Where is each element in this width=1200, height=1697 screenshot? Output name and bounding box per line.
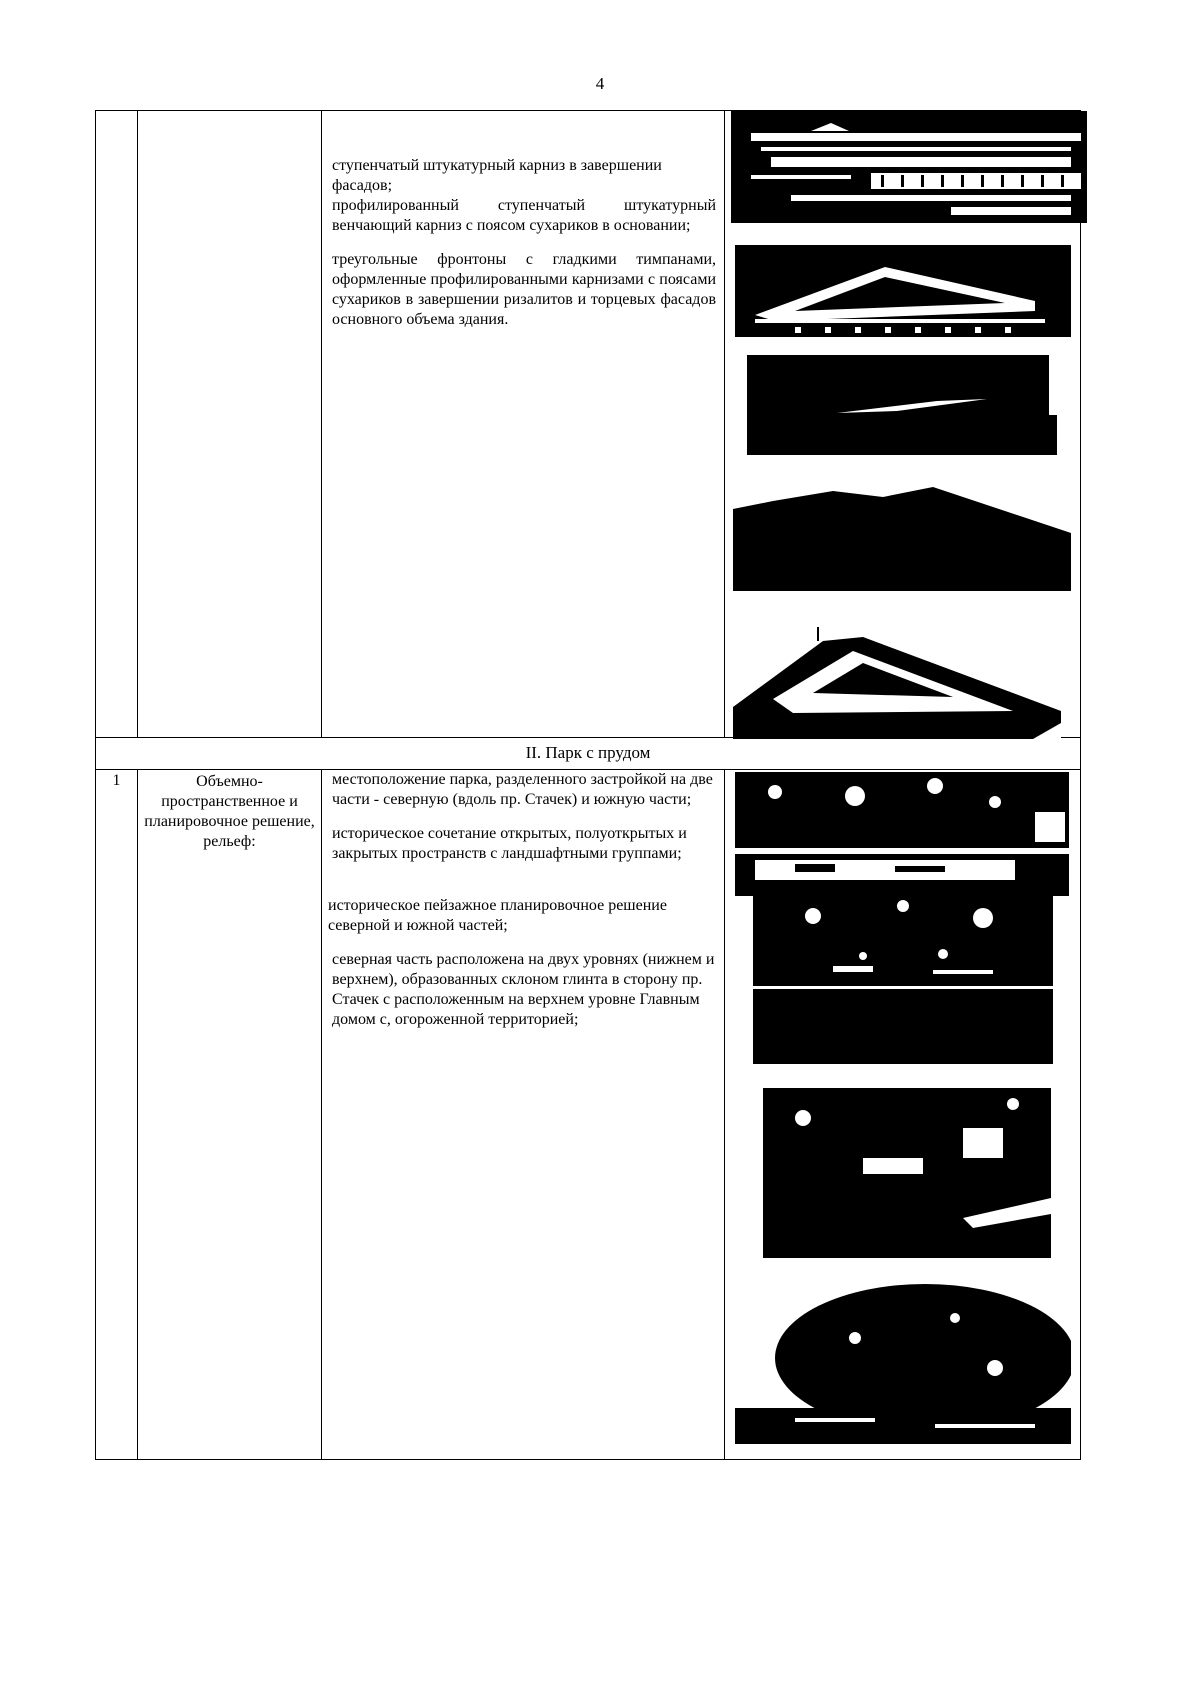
- description-item: северная часть расположена на двух уровнях (нижнем и верхнем), образованных склоном глинта в сторону пр. Стачек с расположенным на верхнем уровне Главным домом с, огороженной территорией;: [332, 951, 715, 1028]
- park-trees-photo-3: [763, 1088, 1051, 1258]
- page-number: 4: [595, 74, 605, 93]
- row-number-cell: [96, 111, 138, 737]
- section-heading-row: [95, 738, 1081, 770]
- description-cell: [322, 111, 725, 737]
- photo-cell: [725, 111, 1080, 737]
- description-cell: [322, 770, 725, 1459]
- description-item: ступенчатый штукатурный карниз в завершении фасадов;: [332, 157, 662, 194]
- roof-eave-photo: [747, 355, 1057, 463]
- park-trees-photo-2: [753, 896, 1053, 1064]
- pediment-closeup-photo: [733, 627, 1061, 739]
- heritage-table: [95, 110, 1081, 1460]
- park-trees-photo-4: [735, 1278, 1071, 1444]
- element-name-cell: Объемно-пространственное и планировочное решение, рельеф:: [138, 770, 322, 1459]
- description-item: местоположение парка, разделенного застройкой на две части - северную (вдоль пр. Стачек) и южную части;: [332, 771, 713, 808]
- photo-cell: [725, 770, 1080, 1459]
- cornice-photo: [731, 111, 1087, 223]
- description-item: профилированный ступенчатый штукатурный венчающий карниз с поясом сухариков в основании;: [332, 197, 716, 234]
- table-row: [95, 110, 1081, 738]
- roof-silhouette-photo: [733, 483, 1071, 591]
- row-number-cell: 1: [96, 770, 138, 1459]
- table-row: [95, 770, 1081, 1460]
- description-item: историческое пейзажное планировочное решение северной и южной частей;: [328, 897, 667, 934]
- description-item: треугольные фронтоны с гладкими тимпанами, оформленные профилированными карнизами с поясами сухариков в завершении ризалитов и торцевых фасадов основного объема здания.: [332, 251, 716, 328]
- description-item: историческое сочетание открытых, полуоткрытых и закрытых пространств с ландшафтными группами;: [332, 825, 687, 862]
- park-trees-photo-1: [735, 772, 1069, 896]
- element-name-cell: [138, 111, 322, 737]
- section-title: II. Парк с прудом: [525, 743, 651, 762]
- pediment-photo: [735, 245, 1071, 337]
